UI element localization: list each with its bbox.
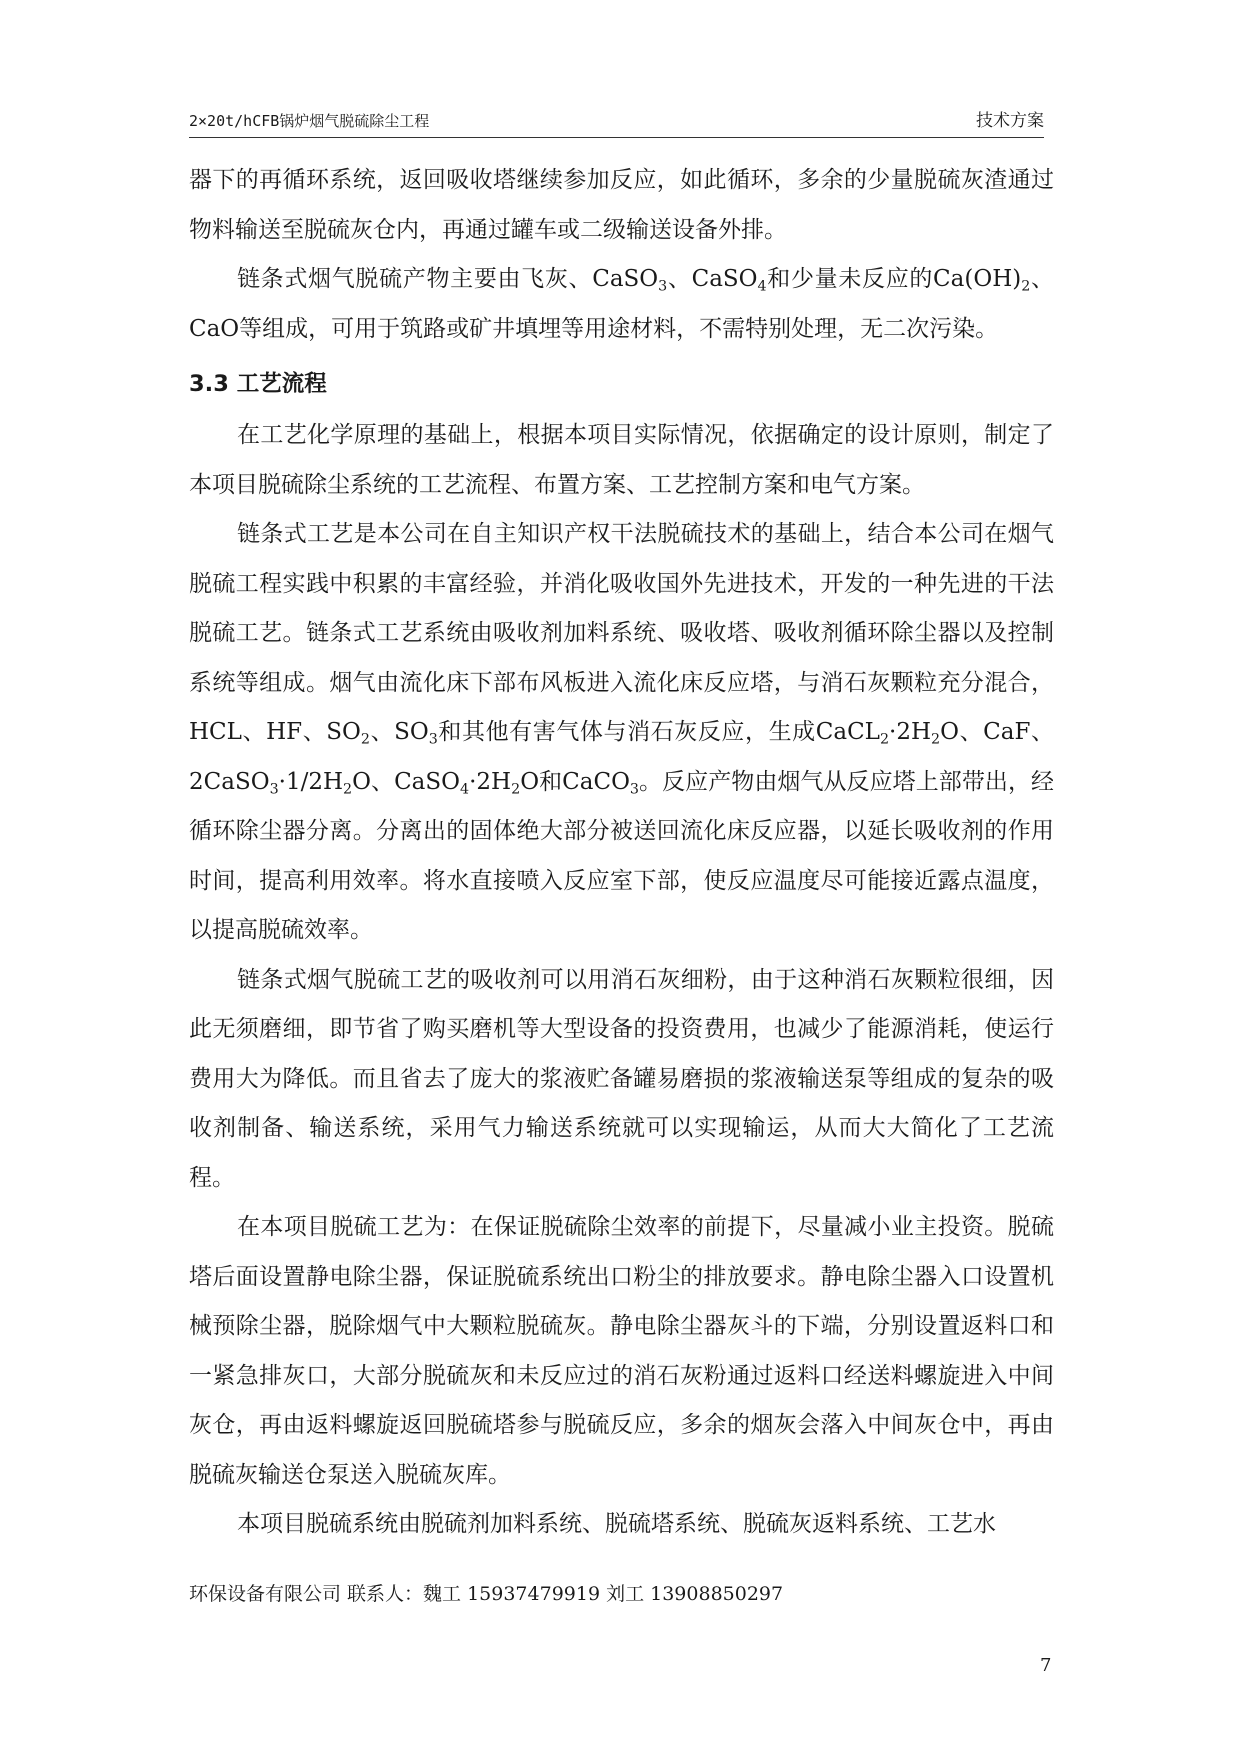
section-heading: 3.3 工艺流程 xyxy=(189,371,327,397)
header-project-title: 2×20t/hCFB锅炉烟气脱硫除尘工程 xyxy=(189,112,430,130)
paragraph-system-composition: 本项目脱硫系统由脱硫剂加料系统、脱硫塔系统、脱硫灰返料系统、工艺水 xyxy=(237,1511,996,1537)
paragraph-project-process: 在本项目脱硫工艺为：在保证脱硫除尘效率的前提下，尽量减小业主投资。脱硫塔后面设置静电除尘器，保证脱硫系统出口粉尘的排放要求。静电除尘器入口设置机械预除尘器，脱除烟气中大颗粒脱硫灰。静电除尘器灰斗的下端，分别设置返料口和一紧急排灰口，大部分脱硫灰和未反应过的消石灰粉通过返料口经送料螺旋进入中间灰仓，再由返料螺旋返回脱硫塔参与脱硫反应，多余的烟灰会落入中间灰仓中，再由脱硫灰输送仓泵送入脱硫灰库。 xyxy=(189,1214,1054,1488)
header-doc-type: 技术方案 xyxy=(976,111,1044,131)
paragraph-products: 链条式烟气脱硫产物主要由飞灰、CaSO$_3$、CaSO$_4$和少量未反应的$Ca(OH)_2$、CaO等组成，可用于筑路或矿井填埋等用途材料，不需特别处理，无二次污染。 xyxy=(189,266,1054,342)
paragraph-absorbent: 链条式烟气脱硫工艺的吸收剂可以用消石灰细粉，由于这种消石灰颗粒很细，因此无须磨细，即节省了购买磨机等大型设备的投资费用，也减少了能源消耗，使运行费用大为降低。而且省去了庞大的浆液贮备罐易磨损的浆液输送泵等组成的复杂的吸收剂制备、输送系统，采用气力输送系统就可以实现输运，从而大大简化了工艺流程。 xyxy=(189,966,1054,1191)
paragraph-process: 链条式工艺是本公司在自主知识产权干法脱硫技术的基础上，结合本公司在烟气脱硫工程实践中积累的丰富经验，并消化吸收国外先进技术，开发的一种先进的干法脱硫工艺。链条式工艺系统由吸收剂加料系统、吸收塔、吸收剂循环除尘器以及控制系统等组成。烟气由流化床下部布风板进入流化床反应塔，与消石灰颗粒充分混合，HCL、HF、$SO_2$、$SO_3$和其他有害气体与消石灰反应，生成$CaCL_2\cdot 2H_2O$、CaF、$2CaSO_3\cdot 1/2H_2O$、$CaSO_4\cdot 2H_2O$和CaCO$_3$。反应产物由烟气从反应塔上部带出，经循环除尘器分离。分离出的固体绝大部分被送回流化床反应器，以延长吸收剂的作用时间，提高利用效率。将水直接喷入反应室下部，使反应温度尽可能接近露点温度，以提高脱硫效率。 xyxy=(189,521,1055,943)
paragraph-continuation: 器下的再循环系统，返回吸收塔继续参加反应，如此循环，多余的少量脱硫灰渣通过物料输送至脱硫灰仓内，再通过罐车或二级输送设备外排。 xyxy=(189,167,1054,243)
footer-contact: 环保设备有限公司 联系人：魏工 15937479919 刘工 13908850297 xyxy=(189,1583,784,1605)
page-number: 7 xyxy=(1040,1655,1052,1676)
paragraph-intro: 在工艺化学原理的基础上，根据本项目实际情况，依据确定的设计原则，制定了本项目脱硫除尘系统的工艺流程、布置方案、工艺控制方案和电气方案。 xyxy=(189,422,1054,498)
page-header xyxy=(189,111,1044,138)
body-text xyxy=(189,156,1054,1550)
